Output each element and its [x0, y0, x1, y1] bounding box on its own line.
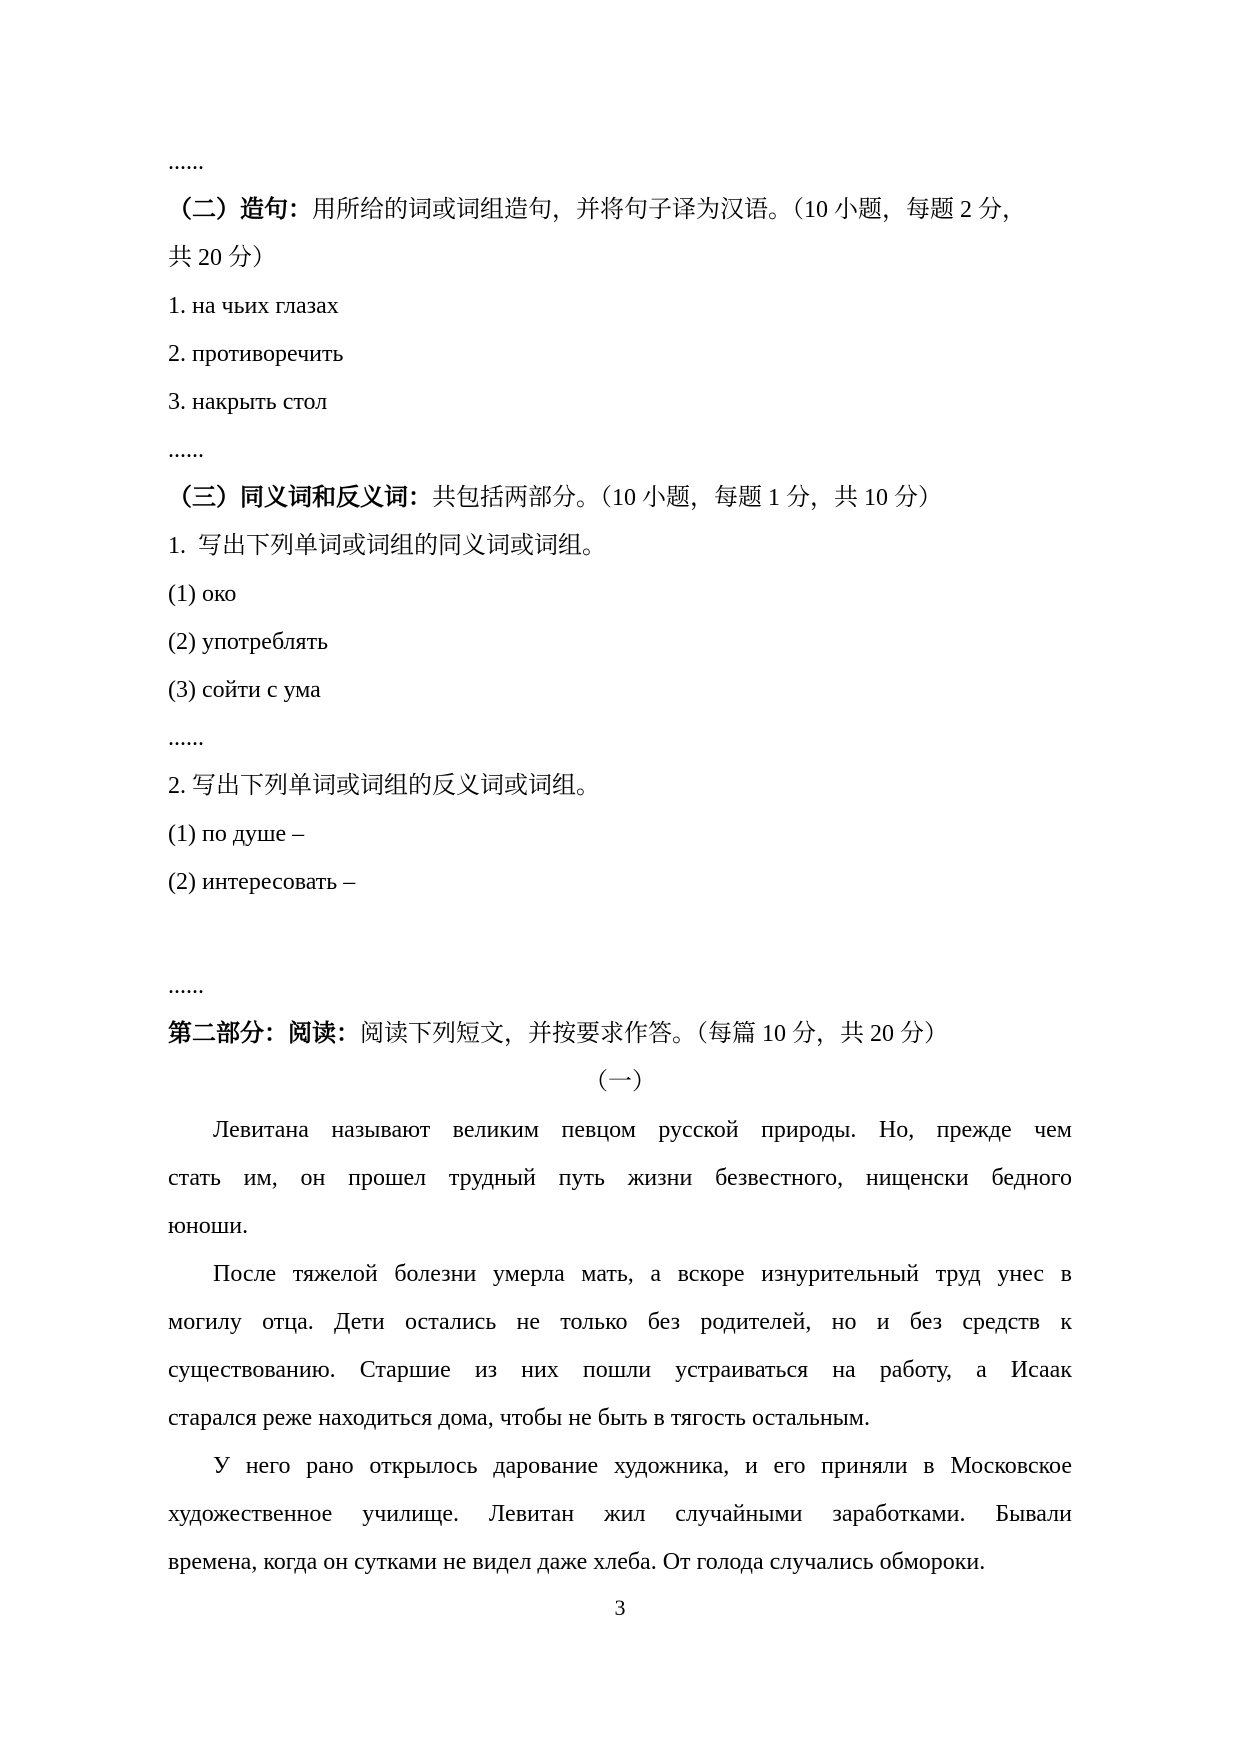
passage-line: стать им, он прошел трудный путь жизни безвестного, нищенски бедного [168, 1165, 1072, 1191]
section2-heading-line2: 共 20 分） [168, 245, 276, 271]
section3-sub2-ellipsis: ...... [168, 973, 204, 999]
passage-line: могилу отца. Дети остались не только без родителей, но и без средств к [168, 1309, 1072, 1335]
section3-sub1-title: 1. 写出下列单词或词组的同义词或词组。 [168, 533, 606, 559]
passage-line: После тяжелой болезни умерла мать, а вскоре изнурительный труд унес в [213, 1261, 1072, 1287]
passage-line: Левитана называют великим певцом русской природы. Но, прежде чем [213, 1117, 1072, 1143]
section3-heading [168, 474, 1072, 522]
section2-ellipsis: ...... [168, 437, 204, 463]
section3-sub2-item-2: (2) интересовать – [168, 869, 356, 895]
passage-line: художественное училище. Левитан жил случайными заработками. Бывали [168, 1501, 1072, 1527]
section3-heading-title: （三）同义词和反义词： [168, 485, 432, 511]
section3-heading-instruction: 共包括两部分。（10 小题，每题 1 分，共 10 分） [432, 485, 942, 511]
passage-line: старался реже находиться дома, чтобы не быть в тягость остальным. [168, 1405, 870, 1431]
part2-heading-instruction: 阅读下列短文，并按要求作答。（每篇 10 分，共 20 分） [360, 1021, 948, 1047]
passage-line: У него рано открылось дарование художника, и его приняли в Московское [213, 1453, 1072, 1479]
page-number: 3 [614, 1595, 626, 1620]
part2-heading-title: 第二部分：阅读： [168, 1021, 360, 1047]
section2-heading-line1 [168, 186, 1072, 234]
section2-item-2: 2. противоречить [168, 341, 344, 367]
section2-item-3: 3. накрыть стол [168, 389, 328, 415]
ellipsis-top: ...... [168, 149, 204, 175]
passage-number-label: （一） [584, 1069, 656, 1095]
section2-item-1: 1. на чьих глазах [168, 293, 339, 319]
section3-sub2-title: 2. 写出下列单词或词组的反义词或词组。 [168, 773, 600, 799]
section3-sub1-item-1: (1) око [168, 581, 237, 607]
passage-line: времена, когда он сутками не видел даже хлеба. От голода случались обмороки. [168, 1549, 986, 1575]
section2-heading-instruction: 用所给的词或词组造句，并将句子译为汉语。（10 小题，每题 2 分， [312, 197, 1026, 223]
section3-sub1-item-3: (3) сойти с ума [168, 677, 321, 703]
passage-line: юноши. [168, 1213, 249, 1239]
section2-heading-title: （二）造句： [168, 197, 312, 223]
passage-line: существованию. Старшие из них пошли устраиваться на работу, а Исаак [168, 1357, 1072, 1383]
blank-spacer [168, 906, 1072, 962]
section3-sub1-item-2: (2) употреблять [168, 629, 329, 655]
section3-sub2-item-1: (1) по душе – [168, 821, 305, 847]
part2-heading [168, 1010, 1072, 1058]
section3-sub1-ellipsis: ...... [168, 725, 204, 751]
